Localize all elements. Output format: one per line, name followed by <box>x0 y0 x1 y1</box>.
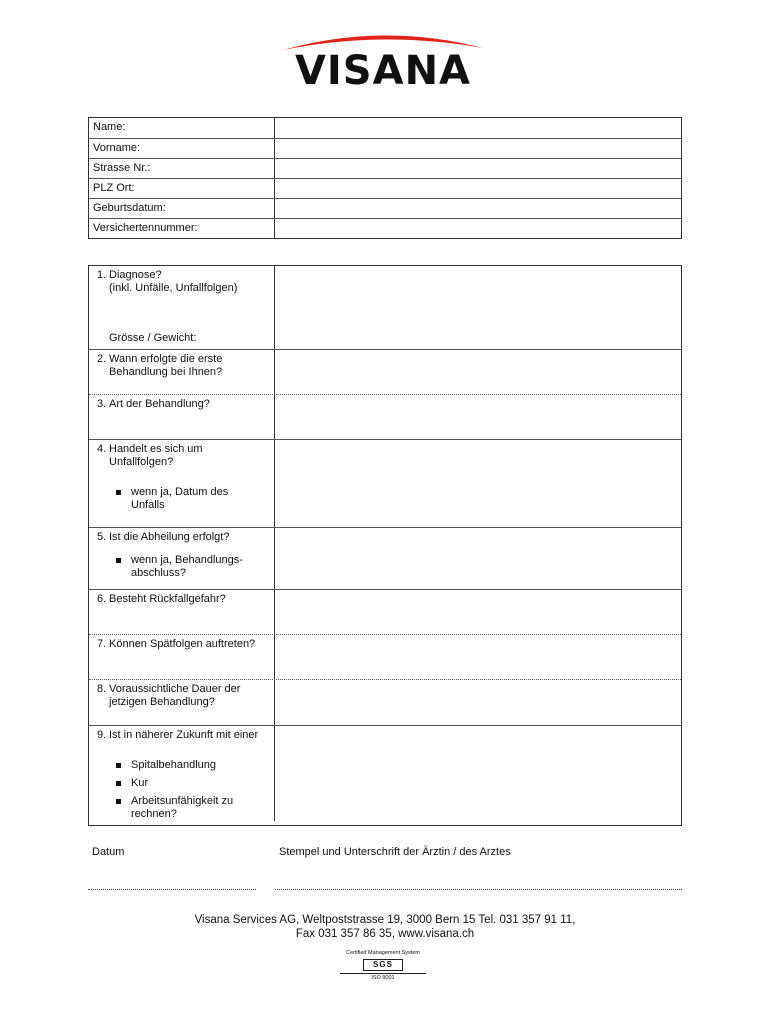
question-text: Handelt es sich um <box>109 443 203 455</box>
answer-field-9[interactable] <box>275 726 681 821</box>
bullet-square-icon <box>116 558 121 563</box>
personal-label: Versichertennummer: <box>89 219 275 238</box>
question-number: 4. <box>97 443 107 455</box>
date-line[interactable] <box>88 889 256 890</box>
answer-field-2[interactable] <box>275 350 681 394</box>
question-label <box>89 350 275 394</box>
question-text: Können Spätfolgen auftreten? <box>109 638 256 650</box>
bullet-item <box>97 795 270 821</box>
bullet-item <box>97 554 270 580</box>
bullet-square-icon <box>116 781 121 786</box>
question-row-4 <box>89 439 681 527</box>
bullet-item <box>97 486 270 512</box>
logo-wordmark: VISANA <box>294 48 472 88</box>
personal-label: Geburtsdatum: <box>89 199 275 218</box>
date-label: Datum <box>92 846 125 858</box>
question-number: 5. <box>97 531 107 543</box>
personal-input-strasse[interactable] <box>275 159 681 178</box>
bullet-text: Kur <box>131 777 149 789</box>
answer-field-6[interactable] <box>275 590 681 634</box>
personal-row-name <box>89 118 681 138</box>
bullet-text: wenn ja, Datum des Unfalls <box>131 486 229 511</box>
personal-label: PLZ Ort: <box>89 179 275 198</box>
question-text: Art der Behandlung? <box>109 398 210 410</box>
answer-field-5[interactable] <box>275 528 681 589</box>
address-line: Fax 031 357 86 35, www.visana.ch <box>295 928 475 940</box>
question-label <box>89 680 275 725</box>
question-row-5 <box>89 527 681 589</box>
question-number: 1. <box>97 269 107 281</box>
question-row-3 <box>89 394 681 439</box>
answer-field-8[interactable] <box>275 680 681 725</box>
question-text: Ist die Abheilung erfolgt? <box>109 531 230 543</box>
address-line: Visana Services AG, Weltpoststrasse 19, 3000 Bern 15 Tel. 031 357 91 11, <box>194 914 576 926</box>
question-row-2 <box>89 349 681 394</box>
certification-mark <box>340 950 426 982</box>
company-address <box>88 913 682 941</box>
question-text: (inkl. Unfälle, Unfallfolgen) <box>109 282 238 294</box>
question-text: jetzigen Behandlung? <box>109 696 215 708</box>
question-number: 3. <box>97 398 107 410</box>
question-text: Besteht Rückfallgefahr? <box>109 593 226 605</box>
question-label <box>89 726 275 821</box>
question-text: Wann erfolgte die erste <box>109 353 223 365</box>
bullet-item <box>97 777 270 790</box>
question-text: Ist in näherer Zukunft mit einer <box>109 729 259 741</box>
bullet-text: Arbeitsunfähigkeit zu rechnen? <box>131 795 234 820</box>
question-number: 7. <box>97 638 107 650</box>
personal-input-vorname[interactable] <box>275 139 681 158</box>
personal-row-versichertennummer <box>89 218 681 238</box>
bullet-list <box>97 554 270 580</box>
question-label <box>89 395 275 439</box>
question-number: 6. <box>97 593 107 605</box>
personal-label: Vorname: <box>89 139 275 158</box>
question-number: 2. <box>97 353 107 365</box>
personal-input-plz[interactable] <box>275 179 681 198</box>
question-row-1 <box>89 266 681 349</box>
personal-row-plz <box>89 178 681 198</box>
answer-field-4[interactable] <box>275 440 681 527</box>
question-row-9 <box>89 725 681 821</box>
personal-input-versichertennummer[interactable] <box>275 219 681 238</box>
answer-field-1[interactable] <box>275 266 681 349</box>
personal-row-strasse <box>89 158 681 178</box>
bullet-square-icon <box>116 763 121 768</box>
personal-row-vorname <box>89 138 681 158</box>
bullet-square-icon <box>116 799 121 804</box>
answer-field-3[interactable] <box>275 395 681 439</box>
question-row-6 <box>89 589 681 634</box>
question-text: Unfallfolgen? <box>109 456 174 468</box>
question-label <box>89 440 275 527</box>
personal-input-geburtsdatum[interactable] <box>275 199 681 218</box>
personal-row-geburtsdatum <box>89 198 681 218</box>
visana-logo <box>280 26 486 88</box>
bullet-item <box>97 759 270 772</box>
question-extra: Grösse / Gewicht: <box>109 332 197 344</box>
bullet-list <box>97 486 270 512</box>
question-number: 9. <box>97 729 107 741</box>
personal-input-name[interactable] <box>275 118 681 138</box>
sgs-logo: SGS <box>363 959 403 971</box>
bullet-square-icon <box>116 490 121 495</box>
question-label <box>89 635 275 679</box>
signature-line[interactable] <box>275 889 682 890</box>
personal-label: Strasse Nr.: <box>89 159 275 178</box>
cert-title: Certified Management System <box>346 950 420 956</box>
bullet-text: wenn ja, Behandlungs-abschluss? <box>131 554 243 579</box>
question-number: 8. <box>97 683 107 695</box>
question-row-8 <box>89 679 681 725</box>
question-text: Voraussichtliche Dauer der <box>109 683 241 695</box>
bullet-list <box>97 759 270 821</box>
cert-iso: ISO 9001 <box>340 973 426 982</box>
question-label <box>89 528 275 589</box>
questions-table <box>88 265 682 826</box>
question-row-7 <box>89 634 681 679</box>
question-label <box>89 266 275 349</box>
question-label <box>89 590 275 634</box>
question-text: Behandlung bei Ihnen? <box>109 366 223 378</box>
bullet-text: Spitalbehandlung <box>131 759 217 771</box>
question-text: Diagnose? <box>109 269 162 281</box>
personal-data-table <box>88 117 682 239</box>
signature-label: Stempel und Unterschrift der Ärztin / des Arztes <box>279 846 511 858</box>
answer-field-7[interactable] <box>275 635 681 679</box>
personal-label: Name: <box>89 118 275 138</box>
